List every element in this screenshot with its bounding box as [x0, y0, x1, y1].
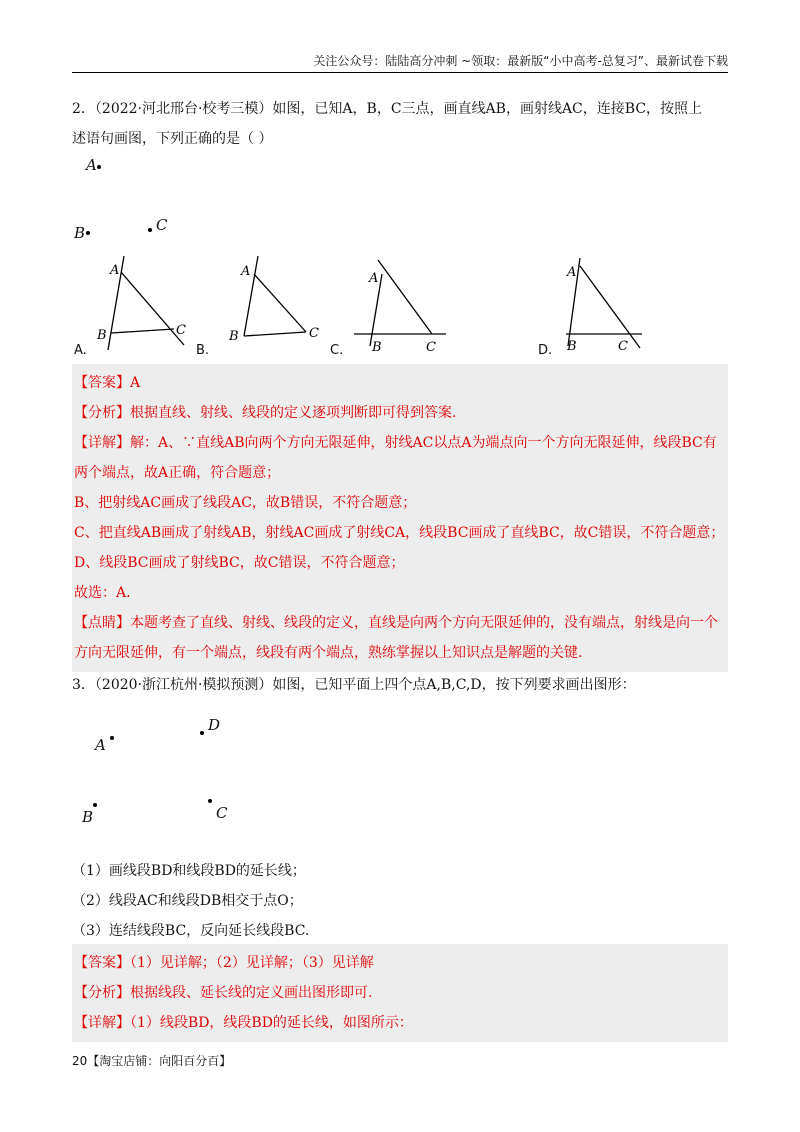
q2-option-figures	[0, 250, 800, 360]
option-a-label-c: C	[176, 323, 186, 338]
answer-block-3	[72, 944, 728, 1042]
header-divider	[72, 72, 728, 73]
answer-2-detail-5: D、线段BC画成了射线BC，故C错误，不符合题意；	[74, 555, 405, 571]
answer-2-comment-2: 方向无限延伸，有一个端点，线段有两个端点，熟练掌握以上知识点是解题的关键.	[74, 645, 583, 661]
q3-point-d-dot	[200, 731, 204, 735]
option-d-letter: D.	[538, 343, 553, 358]
option-b-label-c: C	[309, 326, 319, 341]
option-c-letter: C.	[330, 343, 344, 358]
option-b-label-b: B	[229, 329, 239, 344]
option-d-figure	[566, 258, 642, 354]
option-a-label-a: A	[110, 263, 120, 278]
question-3-item-3: （3）连结线段BC，反向延长线段BC.	[72, 923, 310, 939]
q3-point-c-label: C	[216, 804, 228, 822]
answer-2-detail-4: C、把直线AB画成了射线AB，射线AC画成了射线CA，线段BC画成了直线BC，故C错误，不符合题意；	[74, 525, 725, 541]
answer-2-detail-2: 两个端点，故A正确，符合题意；	[74, 465, 281, 481]
q2-point-a-label: A	[86, 156, 97, 174]
option-c-label-b: B	[372, 340, 382, 355]
answer-3-detail: 【详解】（1）线段BD，线段BD的延长线，如图所示：	[74, 1015, 413, 1031]
option-c-figure	[354, 260, 446, 355]
q3-point-b-dot	[93, 803, 97, 807]
page-footer: 20【淘宝店铺：向阳百分百】	[72, 1054, 232, 1068]
option-c-label-a: A	[369, 271, 379, 286]
q2-point-b-dot	[86, 231, 90, 235]
option-b-label-a: A	[241, 264, 251, 279]
option-a-figure	[96, 256, 186, 350]
answer-block-2	[72, 364, 728, 672]
q3-point-d-label: D	[208, 716, 221, 734]
answer-3-answer: 【答案】（1）见详解；（2）见详解；（3）见详解	[74, 955, 374, 971]
question-3-item-2: （2）线段AC和线段DB相交于点O；	[72, 893, 303, 909]
answer-2-choose: 故选：A.	[74, 585, 131, 601]
q2-point-c-label: C	[156, 216, 168, 234]
q2-point-b-label: B	[74, 224, 86, 242]
question-3-line-1: 3．（2020·浙江杭州·模拟预测）如图，已知平面上四个点A,B,C,D，按下列要求画出图形：	[72, 677, 636, 693]
answer-2-answer: 【答案】A	[74, 375, 141, 391]
q2-point-c-dot	[148, 228, 152, 232]
question-2-line-1: 2．（2022·河北邢台·校考三模）如图，已知A，B，C三点，画直线AB，画射线AC，连接BC，按照上	[72, 101, 703, 117]
answer-2-detail-3: B、把射线AC画成了线段AC，故B错误，不符合题意；	[74, 495, 417, 511]
q3-point-c-dot	[208, 799, 212, 803]
option-d-label-c: C	[618, 339, 628, 354]
question-2-line-2: 述语句画图，下列正确的是（ ）	[72, 131, 273, 147]
q2-point-a-dot	[97, 165, 101, 169]
answer-2-comment-1: 【点睛】本题考查了直线、射线、线段的定义，直线是向两个方向无限延伸的，没有端点，射线是向一个	[74, 615, 718, 631]
answer-2-detail-1: 【详解】解：A、∵直线AB向两个方向无限延伸，射线AC以点A为端点向一个方向无限延伸，线段BC有	[74, 435, 717, 451]
option-a-label-b: B	[97, 328, 107, 343]
q3-point-a-dot	[110, 736, 114, 740]
q3-point-b-label: B	[82, 808, 94, 826]
q3-point-a-label: A	[95, 736, 106, 754]
option-b-figure	[228, 256, 319, 344]
page-header: 关注公众号：陆陆高分冲刺 ~领取：最新版“小中高考-总复习”、最新试卷下载	[313, 54, 728, 68]
option-d-label-b: B	[567, 339, 577, 354]
answer-3-analysis: 【分析】根据线段、延长线的定义画出图形即可.	[74, 985, 373, 1001]
question-2	[72, 94, 732, 154]
option-b-letter: B.	[196, 343, 210, 358]
option-c-label-c: C	[426, 340, 436, 355]
question-3-items	[72, 856, 732, 946]
option-d-label-a: A	[567, 265, 577, 280]
question-3-item-1: （1）画线段BD和线段BD的延长线；	[72, 863, 306, 879]
option-a-letter: A.	[74, 343, 87, 358]
answer-2-analysis: 【分析】根据直线、射线、线段的定义逐项判断即可得到答案.	[74, 405, 457, 421]
question-3	[72, 670, 732, 700]
